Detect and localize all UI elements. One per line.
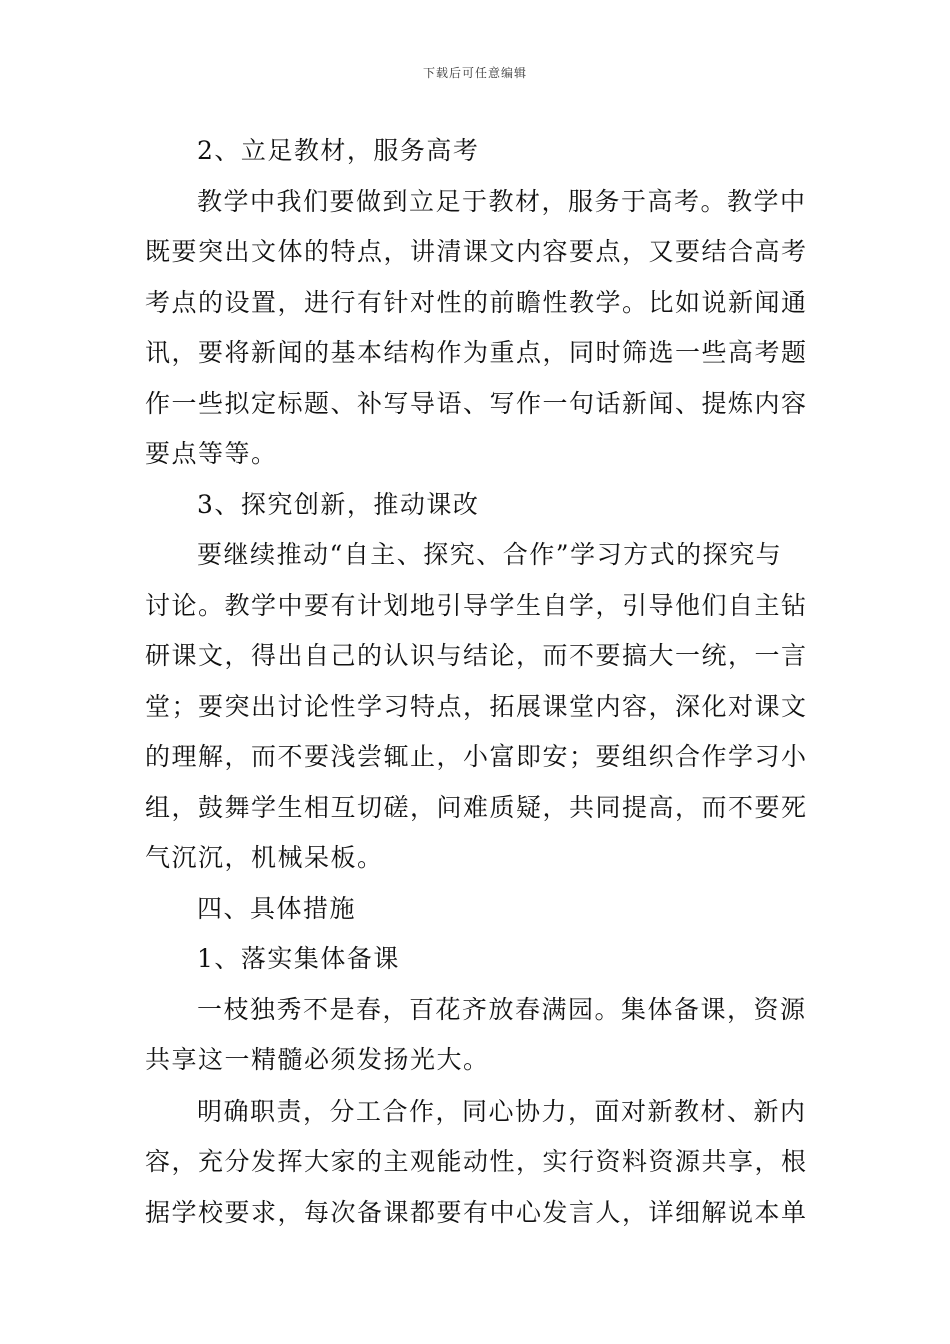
paragraph-line: 堂；要突出讨论性学习特点，拓展课堂内容，深化对课文 <box>145 691 808 721</box>
paragraph-line: 教学中我们要做到立足于教材，服务于高考。教学中 <box>197 186 807 216</box>
section-heading: 2、立足教材，服务高考 <box>197 136 480 165</box>
page-header: 下载后可任意编辑 <box>422 66 527 80</box>
paragraph-line: 组，鼓舞学生相互切磋，问难质疑，共同提高，而不要死 <box>145 792 808 822</box>
paragraph-line: 容，充分发挥大家的主观能动性，实行资料资源共享，根 <box>145 1147 808 1176</box>
paragraph-line: 明确职责，分工合作，同心协力，面对新教材、新内 <box>197 1096 807 1126</box>
paragraph-line: 据学校要求，每次备课都要有中心发言人，详细解说本单 <box>145 1197 808 1227</box>
paragraph-line: 研课文，得出自己的认识与结论，而不要搞大一统，一言 <box>145 641 808 670</box>
paragraph-line: 气沉沉，机械呆板。 <box>145 843 384 872</box>
paragraph-line: 一枝独秀不是春，百花齐放春满园。集体备课，资源 <box>197 994 807 1024</box>
paragraph-line: 要继续推动“自主、探究、合作”学习方式的探究与 <box>197 540 783 569</box>
paragraph-line: 共享这一精髓必须发扬光大。 <box>145 1045 490 1074</box>
section-heading: 3、探究创新，推动课改 <box>197 489 480 519</box>
section-heading: 四、具体措施 <box>197 893 357 923</box>
subsection-heading: 1、落实集体备课 <box>197 944 400 973</box>
paragraph-line: 讯，要将新闻的基本结构作为重点，同时筛选一些高考题 <box>145 338 808 367</box>
document-body <box>145 126 810 1238</box>
paragraph-line: 既要突出文体的特点，讲清课文内容要点，又要结合高考 <box>145 237 808 266</box>
paragraph-line: 的理解，而不要浅尝辄止，小富即安；要组织合作学习小 <box>145 742 808 771</box>
paragraph-line: 作一些拟定标题、补写导语、写作一句话新闻、提炼内容 <box>145 388 808 418</box>
paragraph-line: 考点的设置，进行有针对性的前瞻性教学。比如说新闻通 <box>145 287 808 317</box>
paragraph-line: 要点等等。 <box>145 439 278 468</box>
paragraph-line: 讨论。教学中要有计划地引导学生自学，引导他们自主钻 <box>145 590 808 620</box>
